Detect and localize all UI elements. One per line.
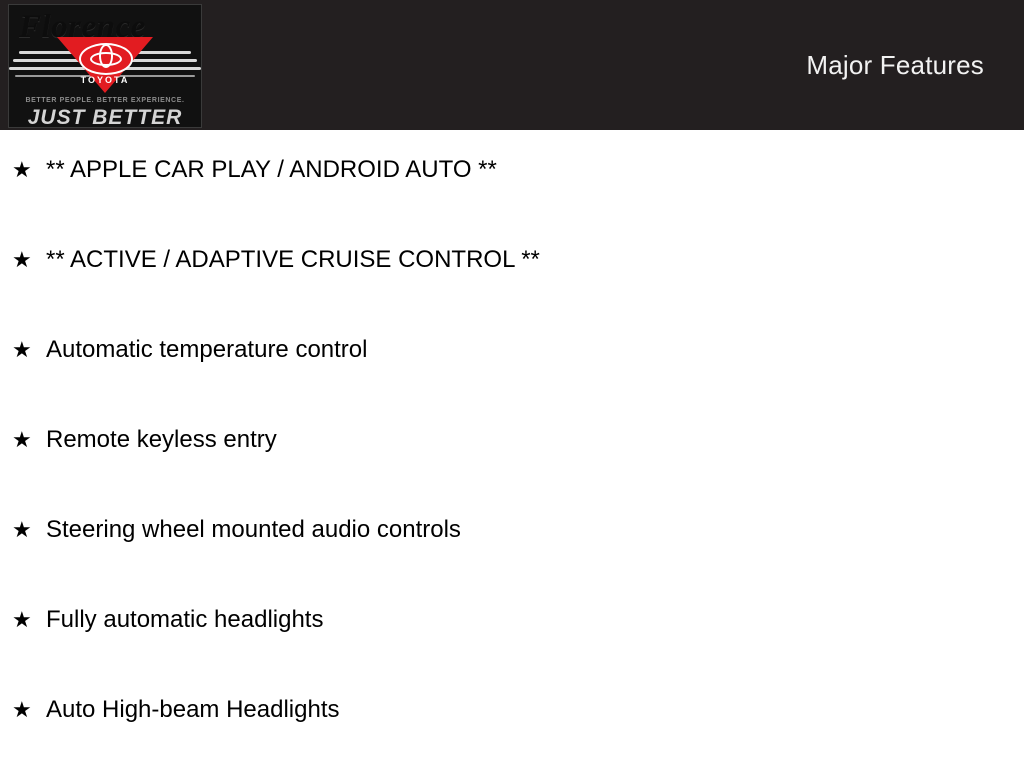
feature-label: Steering wheel mounted audio controls: [46, 516, 461, 543]
dealer-slogan: JUST BETTER: [27, 106, 183, 128]
feature-label: Automatic temperature control: [46, 336, 368, 363]
list-item: [0, 518, 1024, 608]
toyota-emblem-icon: [79, 43, 131, 73]
list-item: [0, 248, 1024, 338]
toyota-wordmark: TOYOTA: [80, 75, 130, 85]
features-list: [0, 130, 1024, 768]
feature-label: ** APPLE CAR PLAY / ANDROID AUTO **: [46, 156, 497, 183]
page-header: [0, 0, 1024, 130]
list-item: [0, 608, 1024, 698]
star-icon: ★: [12, 607, 32, 632]
star-icon: ★: [12, 337, 32, 362]
dealer-logo: [8, 4, 202, 128]
dealer-name-script: Florence: [19, 9, 146, 45]
star-icon: ★: [12, 157, 32, 182]
star-icon: ★: [12, 247, 32, 272]
list-item: [0, 158, 1024, 248]
feature-label: Auto High-beam Headlights: [46, 696, 340, 723]
list-item: [0, 338, 1024, 428]
feature-label: Remote keyless entry: [46, 426, 277, 453]
feature-label: ** ACTIVE / ADAPTIVE CRUISE CONTROL **: [46, 246, 540, 273]
dealer-tagline: BETTER PEOPLE. BETTER EXPERIENCE.: [25, 97, 185, 104]
list-item: [0, 698, 1024, 768]
list-item: [0, 428, 1024, 518]
star-icon: ★: [12, 517, 32, 542]
feature-label: Fully automatic headlights: [46, 606, 324, 633]
star-icon: ★: [12, 427, 32, 452]
star-icon: ★: [12, 697, 32, 722]
page-title: Major Features: [806, 50, 984, 80]
